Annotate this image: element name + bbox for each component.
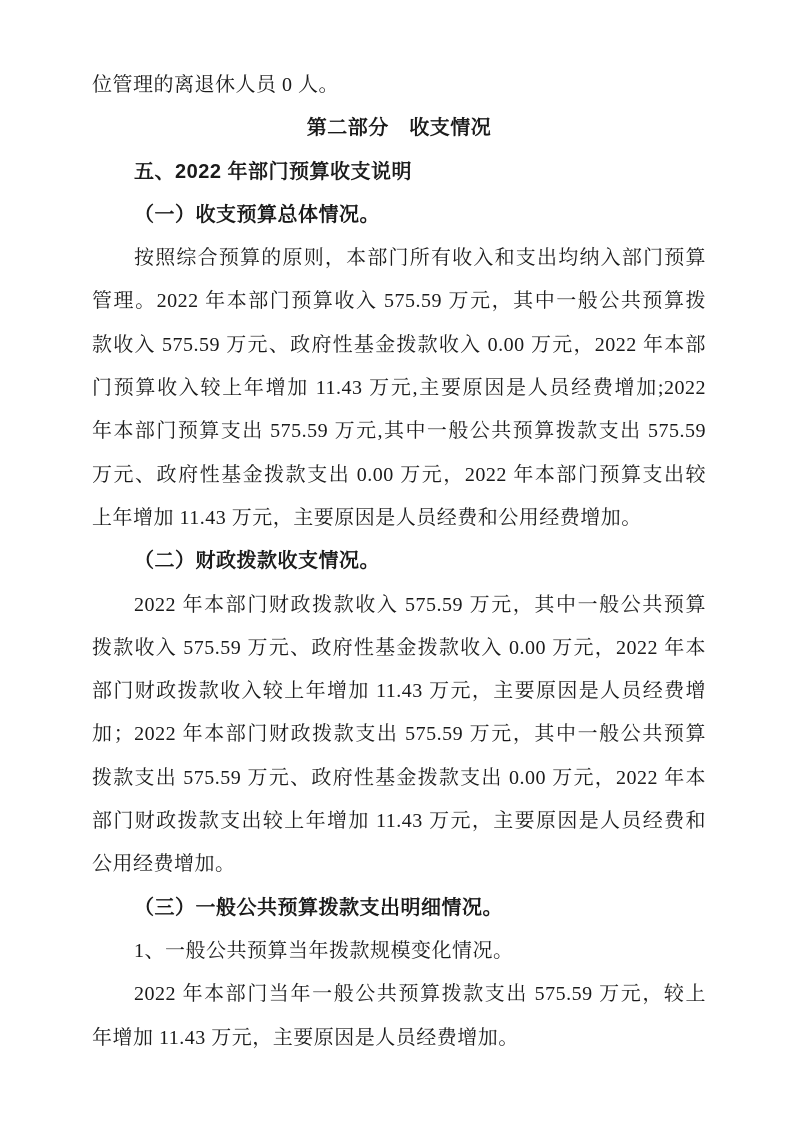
subsection-three-title: （三）一般公共预算拨款支出明细情况。 <box>134 896 503 919</box>
paragraph-line: 年增加 11.43 万元，主要原因是人员经费增加。 <box>92 1026 519 1049</box>
paragraph-line: 按照综合预算的原则，本部门所有收入和支出均纳入部门预算 <box>134 247 706 270</box>
section-five-title: 五、2022 年部门预算收支说明 <box>134 160 413 183</box>
part-two-title: 第二部分 收支情况 <box>306 117 492 140</box>
paragraph-line: 门预算收入较上年增加 11.43 万元,主要原因是人员经费增加;2022 <box>92 377 706 400</box>
paragraph-line: 2022 年本部门当年一般公共预算拨款支出 575.59 万元，较上 <box>134 983 706 1006</box>
paragraph-line: 部门财政拨款收入较上年增加 11.43 万元，主要原因是人员经费增 <box>92 680 706 703</box>
paragraph-line: 公用经费增加。 <box>92 853 236 876</box>
paragraph-line: 万元、政府性基金拨款支出 0.00 万元，2022 年本部门预算支出较 <box>92 463 706 486</box>
paragraph-line: 部门财政拨款支出较上年增加 11.43 万元，主要原因是人员经费和 <box>92 810 706 833</box>
list-item-title: 1、一般公共预算当年拨款规模变化情况。 <box>134 939 514 962</box>
paragraph-line: 管理。2022 年本部门预算收入 575.59 万元，其中一般公共预算拨 <box>92 290 706 313</box>
paragraph-line: 拨款收入 575.59 万元、政府性基金拨款收入 0.00 万元，2022 年本 <box>92 636 706 659</box>
paragraph-continuation-line: 位管理的离退休人员 0 人。 <box>92 74 339 96</box>
paragraph-line: 年本部门预算支出 575.59 万元,其中一般公共预算拨款支出 575.59 <box>92 420 706 443</box>
paragraph-line: 2022 年本部门财政拨款收入 575.59 万元，其中一般公共预算 <box>134 593 706 616</box>
paragraph-line: 款收入 575.59 万元、政府性基金拨款收入 0.00 万元，2022 年本部 <box>92 333 706 356</box>
paragraph-line: 拨款支出 575.59 万元、政府性基金拨款支出 0.00 万元，2022 年本 <box>92 766 706 789</box>
subsection-one-title: （一）收支预算总体情况。 <box>134 203 380 226</box>
subsection-two-title: （二）财政拨款收支情况。 <box>134 550 380 573</box>
document-content <box>92 64 706 1060</box>
paragraph-line: 上年增加 11.43 万元，主要原因是人员经费和公用经费增加。 <box>92 506 642 529</box>
paragraph-line: 加；2022 年本部门财政拨款支出 575.59 万元，其中一般公共预算 <box>92 723 706 746</box>
